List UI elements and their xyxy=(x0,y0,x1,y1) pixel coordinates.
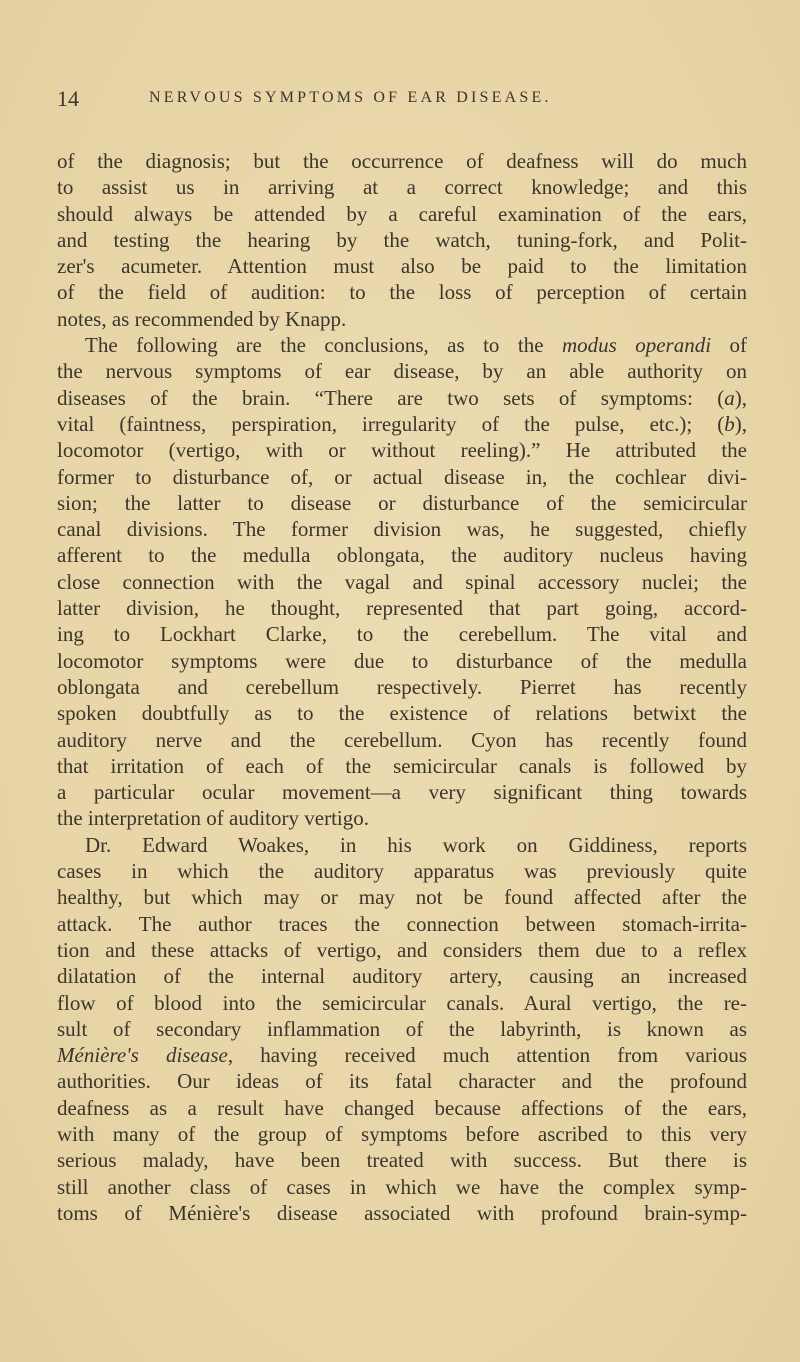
text-line xyxy=(57,674,747,700)
text-segment: ), xyxy=(734,385,747,410)
text-segment: should always be attended by a careful examination of the ears, xyxy=(57,201,747,226)
text-segment: Dr. Edward Woakes, in his work on Giddiness, reports xyxy=(85,832,747,857)
text-segment: still another class of cases in which we have the complex symp- xyxy=(57,1174,747,1199)
text-line xyxy=(57,621,747,647)
text-segment: and testing the hearing by the watch, tuning-fork, and Polit- xyxy=(57,227,747,252)
text-line xyxy=(57,542,747,568)
text-line xyxy=(57,884,747,910)
text-line xyxy=(57,700,747,726)
italic-text: modus operandi xyxy=(561,333,712,358)
text-line xyxy=(57,911,747,937)
text-segment: canal divisions. The former division was, he suggested, chiefly xyxy=(57,517,747,542)
text-line xyxy=(57,385,747,411)
text-line xyxy=(57,174,747,200)
text-line xyxy=(57,201,747,227)
text-segment: spoken doubtfully as to the existence of relations betwixt the xyxy=(57,701,747,726)
text-line xyxy=(57,648,747,674)
text-segment: auditory nerve and the cerebellum. Cyon has recently found xyxy=(57,727,747,752)
text-line xyxy=(57,332,747,358)
text-segment: locomotor (vertigo, with or without reeling).” He attributed the xyxy=(57,438,747,463)
text-line xyxy=(57,569,747,595)
text-segment: tion and these attacks of vertigo, and considers them due to a reflex xyxy=(57,937,747,962)
text-segment: with many of the group of symptoms before ascribed to this very xyxy=(57,1121,747,1146)
text-segment: close connection with the vagal and spinal accessory nuclei; the xyxy=(57,569,747,594)
text-line xyxy=(57,727,747,753)
text-segment: former to disturbance of, or actual disease in, the cochlear divi- xyxy=(57,464,747,489)
text-segment: of the field of audition: to the loss of perception of certain xyxy=(57,280,747,305)
text-segment: flow of blood into the semicircular canals. Aural vertigo, the re- xyxy=(57,990,747,1015)
text-segment: notes, as recommended by Knapp. xyxy=(57,306,347,331)
body-text xyxy=(57,148,747,1226)
text-line xyxy=(57,1016,747,1042)
text-segment: diseases of the brain. “There are two sets of symptoms: ( xyxy=(57,385,725,410)
text-segment: that irritation of each of the semicircular canals is followed by xyxy=(57,753,747,778)
text-line xyxy=(57,490,747,516)
page-number: 14 xyxy=(57,86,79,111)
italic-text: a xyxy=(724,385,735,410)
text-line xyxy=(57,227,747,253)
text-line xyxy=(57,411,747,437)
text-segment: vital (faintness, perspiration, irregularity of the pulse, etc.); ( xyxy=(57,411,725,436)
text-line xyxy=(57,595,747,621)
text-line xyxy=(57,1068,747,1094)
text-line xyxy=(57,1121,747,1147)
text-segment: of xyxy=(711,333,747,358)
text-line xyxy=(57,464,747,490)
text-line xyxy=(57,306,747,332)
text-segment: dilatation of the internal auditory artery, causing an increased xyxy=(57,964,747,989)
text-line xyxy=(57,805,747,831)
text-segment: the nervous symptoms of ear disease, by an able authority on xyxy=(57,359,747,384)
text-segment: The following are the conclusions, as to the xyxy=(85,333,562,358)
text-segment: of the diagnosis; but the occurrence of deafness will do much xyxy=(57,149,747,173)
text-segment: toms of Ménière's disease associated with profound brain-symp- xyxy=(57,1200,747,1225)
text-line xyxy=(57,832,747,858)
text-line xyxy=(57,148,747,174)
text-segment: healthy, but which may or may not be found affected after the xyxy=(57,885,747,910)
text-segment: to assist us in arriving at a correct knowledge; and this xyxy=(57,175,747,200)
text-line xyxy=(57,963,747,989)
text-segment: , having received much attention from various xyxy=(227,1043,748,1068)
text-line xyxy=(57,937,747,963)
text-segment: a particular ocular movement—a very significant thing towards xyxy=(57,780,747,805)
italic-text: b xyxy=(724,411,735,436)
text-line xyxy=(57,990,747,1016)
text-line xyxy=(57,1095,747,1121)
page-header xyxy=(57,86,745,112)
text-line xyxy=(57,279,747,305)
text-segment: oblongata and cerebellum respectively. Pierret has recently xyxy=(57,674,747,699)
text-segment: locomotor symptoms were due to disturbance of the medulla xyxy=(57,648,747,673)
text-line xyxy=(57,1042,747,1068)
text-line xyxy=(57,753,747,779)
text-segment: sult of secondary inflammation of the labyrinth, is known as xyxy=(57,1016,747,1041)
text-segment: afferent to the medulla oblongata, the auditory nucleus having xyxy=(57,543,747,568)
text-segment: the interpretation of auditory vertigo. xyxy=(57,806,369,831)
text-segment: zer's acumeter. Attention must also be paid to the limitation xyxy=(57,254,747,279)
text-line xyxy=(57,779,747,805)
text-segment: sion; the latter to disease or disturbance of the semicircular xyxy=(57,490,747,515)
text-line xyxy=(57,358,747,384)
running-title: NERVOUS SYMPTOMS OF EAR DISEASE. xyxy=(149,89,552,106)
text-line xyxy=(57,858,747,884)
text-line xyxy=(57,1200,747,1226)
text-line xyxy=(57,1174,747,1200)
text-segment: attack. The author traces the connection between stomach-irrita- xyxy=(57,911,747,936)
text-line xyxy=(57,437,747,463)
text-line xyxy=(57,516,747,542)
text-segment: serious malady, have been treated with success. But there is xyxy=(57,1148,747,1173)
text-segment: ), xyxy=(734,411,747,436)
text-line xyxy=(57,253,747,279)
text-line xyxy=(57,1147,747,1173)
text-segment: cases in which the auditory apparatus was previously quite xyxy=(57,859,747,884)
text-segment: authorities. Our ideas of its fatal character and the profound xyxy=(57,1069,747,1094)
italic-text: Ménière's disease xyxy=(57,1043,228,1068)
text-segment: ing to Lockhart Clarke, to the cerebellum. The vital and xyxy=(57,622,747,647)
text-segment: latter division, he thought, represented that part going, accord- xyxy=(57,596,747,621)
text-segment: deafness as a result have changed because affections of the ears, xyxy=(57,1095,747,1120)
